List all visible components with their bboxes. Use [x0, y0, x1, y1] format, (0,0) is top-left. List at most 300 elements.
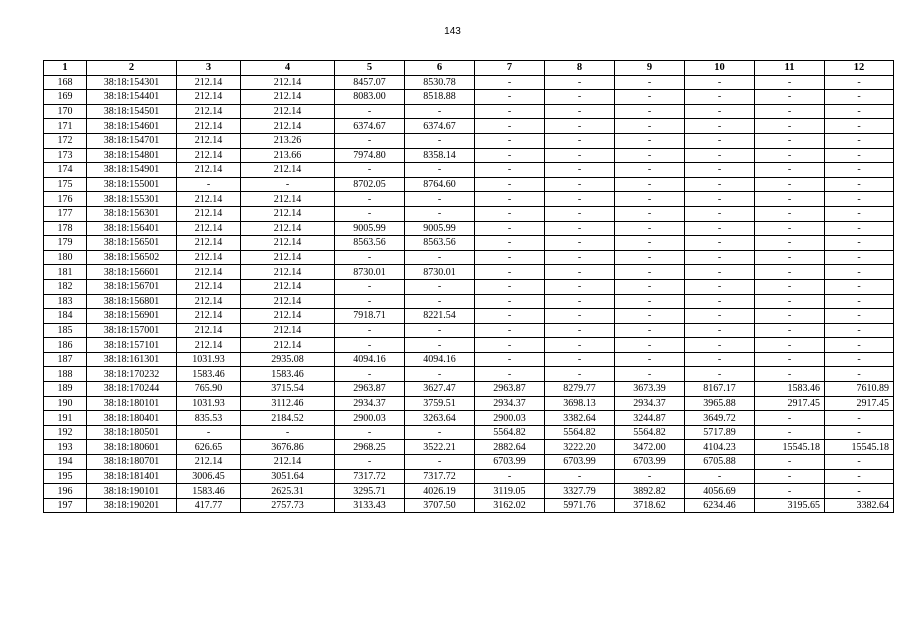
table-cell: 213.66 — [241, 148, 335, 163]
table-row — [44, 484, 894, 499]
table-cell: 212.14 — [177, 236, 241, 251]
table-cell: - — [335, 250, 405, 265]
table-cell: 38:18:157001 — [87, 323, 177, 338]
table-cell: 38:18:157101 — [87, 338, 177, 353]
table-cell: 212.14 — [241, 265, 335, 280]
table-cell: 212.14 — [177, 206, 241, 221]
table-cell: - — [685, 279, 755, 294]
table-cell: 185 — [44, 323, 87, 338]
table-cell: 213.26 — [241, 133, 335, 148]
table-cell: 8530.78 — [405, 75, 475, 90]
table-row — [44, 396, 894, 411]
table-cell: 3892.82 — [615, 484, 685, 499]
table-cell: - — [475, 133, 545, 148]
table-cell: - — [405, 294, 475, 309]
table-cell: 8730.01 — [405, 265, 475, 280]
table-cell: 181 — [44, 265, 87, 280]
table-cell: 5564.82 — [475, 425, 545, 440]
table-cell: - — [615, 206, 685, 221]
table-cell: 2917.45 — [825, 396, 894, 411]
table-cell: 212.14 — [241, 338, 335, 353]
table-cell: - — [755, 338, 825, 353]
table-cell: - — [545, 352, 615, 367]
table-cell: 212.14 — [177, 104, 241, 119]
table-cell: 3133.43 — [335, 498, 405, 513]
table-cell: 2900.03 — [475, 411, 545, 426]
table-cell: - — [545, 206, 615, 221]
table-cell: - — [825, 411, 894, 426]
table-cell: - — [825, 338, 894, 353]
table-cell: 212.14 — [241, 163, 335, 178]
table-row — [44, 338, 894, 353]
table-cell: 5564.82 — [615, 425, 685, 440]
table-cell: 3649.72 — [685, 411, 755, 426]
table-cell: 38:18:156801 — [87, 294, 177, 309]
table-cell: 3715.54 — [241, 382, 335, 397]
table-cell: 3676.86 — [241, 440, 335, 455]
table-cell: - — [475, 163, 545, 178]
table-cell: 7610.89 — [825, 382, 894, 397]
table-cell: 38:18:161301 — [87, 352, 177, 367]
table-cell: - — [545, 236, 615, 251]
table-cell: 3382.64 — [545, 411, 615, 426]
table-row — [44, 425, 894, 440]
table-cell: - — [755, 148, 825, 163]
table-cell: - — [825, 309, 894, 324]
table-cell: 2900.03 — [335, 411, 405, 426]
table-cell: - — [825, 221, 894, 236]
table-cell: 212.14 — [241, 323, 335, 338]
table-cell: 3327.79 — [545, 484, 615, 499]
table-cell: - — [615, 104, 685, 119]
table-cell: 212.14 — [177, 294, 241, 309]
table-cell: 38:18:170244 — [87, 382, 177, 397]
table-cell: - — [545, 163, 615, 178]
table-cell: 212.14 — [177, 279, 241, 294]
table-cell: 6234.46 — [685, 498, 755, 513]
table-cell: 3195.65 — [755, 498, 825, 513]
table-cell: - — [241, 425, 335, 440]
table-cell: - — [685, 148, 755, 163]
table-cell: 212.14 — [177, 133, 241, 148]
table-cell: - — [755, 177, 825, 192]
table-cell: 3051.64 — [241, 469, 335, 484]
table-cell: - — [335, 133, 405, 148]
table-cell: - — [475, 338, 545, 353]
table-cell: - — [475, 104, 545, 119]
table-cell: 2968.25 — [335, 440, 405, 455]
table-cell: - — [335, 163, 405, 178]
table-cell: 2963.87 — [475, 382, 545, 397]
table-cell: 8358.14 — [405, 148, 475, 163]
table-cell: - — [335, 455, 405, 470]
table-cell: 212.14 — [177, 192, 241, 207]
table-cell: 38:18:154501 — [87, 104, 177, 119]
table-cell: 6374.67 — [335, 119, 405, 134]
table-row — [44, 148, 894, 163]
table-row — [44, 279, 894, 294]
table-cell: - — [825, 265, 894, 280]
table-cell: - — [475, 221, 545, 236]
table-cell: 3965.88 — [685, 396, 755, 411]
table-cell: 4056.69 — [685, 484, 755, 499]
table-cell: 3627.47 — [405, 382, 475, 397]
table-cell: 38:18:156301 — [87, 206, 177, 221]
table-cell: - — [545, 469, 615, 484]
table-row — [44, 192, 894, 207]
table-cell: 182 — [44, 279, 87, 294]
table-cell: - — [475, 177, 545, 192]
table-cell: 6703.99 — [615, 455, 685, 470]
table-row — [44, 323, 894, 338]
table-cell: 2882.64 — [475, 440, 545, 455]
table-cell: 38:18:156701 — [87, 279, 177, 294]
table-cell: - — [475, 192, 545, 207]
table-cell: 3244.87 — [615, 411, 685, 426]
table-cell: - — [405, 323, 475, 338]
table-cell: 3382.64 — [825, 498, 894, 513]
column-header: 7 — [475, 61, 545, 76]
table-cell: 3263.64 — [405, 411, 475, 426]
table-cell: 3759.51 — [405, 396, 475, 411]
table-cell: 3707.50 — [405, 498, 475, 513]
table-cell: 2934.37 — [615, 396, 685, 411]
table-cell: - — [335, 367, 405, 382]
table-cell: 38:18:155301 — [87, 192, 177, 207]
table-row — [44, 498, 894, 513]
table-cell: 212.14 — [241, 192, 335, 207]
table-cell: 38:18:154701 — [87, 133, 177, 148]
table-cell: 191 — [44, 411, 87, 426]
table-cell: 177 — [44, 206, 87, 221]
column-header: 12 — [825, 61, 894, 76]
table-cell: 212.14 — [241, 90, 335, 105]
table-cell: 7974.80 — [335, 148, 405, 163]
table-row — [44, 294, 894, 309]
table-cell: - — [685, 236, 755, 251]
table-cell: - — [685, 90, 755, 105]
table-row — [44, 119, 894, 134]
column-header: 6 — [405, 61, 475, 76]
table-cell: 626.65 — [177, 440, 241, 455]
table-cell: 2963.87 — [335, 382, 405, 397]
table-cell: 212.14 — [241, 250, 335, 265]
table-cell: 8167.17 — [685, 382, 755, 397]
table-cell: - — [825, 425, 894, 440]
table-cell: - — [825, 323, 894, 338]
table-cell: 212.14 — [241, 104, 335, 119]
table-cell: 187 — [44, 352, 87, 367]
table-cell: - — [755, 90, 825, 105]
table-cell: 3673.39 — [615, 382, 685, 397]
table-cell: 1583.46 — [177, 484, 241, 499]
table-cell: 38:18:154601 — [87, 119, 177, 134]
table-cell: - — [685, 221, 755, 236]
table-cell: - — [545, 294, 615, 309]
table-row — [44, 133, 894, 148]
table-cell: - — [615, 352, 685, 367]
table-cell: 212.14 — [241, 206, 335, 221]
table-cell: - — [685, 294, 755, 309]
table-cell: 4104.23 — [685, 440, 755, 455]
table-cell: 6705.88 — [685, 455, 755, 470]
table-cell: - — [825, 75, 894, 90]
table-cell: - — [685, 75, 755, 90]
table-cell: - — [615, 236, 685, 251]
table-cell: 2934.37 — [475, 396, 545, 411]
table-cell: - — [615, 367, 685, 382]
table-cell: - — [685, 119, 755, 134]
table-cell: 1031.93 — [177, 352, 241, 367]
table-cell: 38:18:180501 — [87, 425, 177, 440]
table-cell: 212.14 — [241, 75, 335, 90]
table-cell: - — [475, 250, 545, 265]
table-cell: - — [545, 75, 615, 90]
table-cell: - — [545, 133, 615, 148]
table-cell: - — [405, 367, 475, 382]
table-cell: 8563.56 — [405, 236, 475, 251]
table-row — [44, 163, 894, 178]
table-cell: 15545.18 — [825, 440, 894, 455]
table-cell: 8764.60 — [405, 177, 475, 192]
table-cell: - — [825, 279, 894, 294]
table-body — [44, 75, 894, 513]
table-cell: 8563.56 — [335, 236, 405, 251]
table-cell: 38:18:190201 — [87, 498, 177, 513]
table-cell: 8279.77 — [545, 382, 615, 397]
table-cell: - — [825, 484, 894, 499]
table-cell: - — [755, 206, 825, 221]
table-cell: 190 — [44, 396, 87, 411]
table-cell: - — [335, 279, 405, 294]
table-cell: - — [685, 338, 755, 353]
table-cell: 212.14 — [177, 119, 241, 134]
table-cell: 765.90 — [177, 382, 241, 397]
table-cell: 175 — [44, 177, 87, 192]
table-header — [44, 61, 894, 76]
table-cell: 180 — [44, 250, 87, 265]
table-cell: - — [335, 192, 405, 207]
table-cell: - — [755, 455, 825, 470]
table-cell: - — [545, 323, 615, 338]
table-row — [44, 221, 894, 236]
table-cell: - — [685, 177, 755, 192]
table-cell: - — [685, 163, 755, 178]
table-row — [44, 236, 894, 251]
table-cell: 9005.99 — [405, 221, 475, 236]
table-row — [44, 75, 894, 90]
table-cell: - — [615, 265, 685, 280]
table-cell: 3295.71 — [335, 484, 405, 499]
table-cell: 212.14 — [177, 323, 241, 338]
table-cell: - — [755, 221, 825, 236]
table-cell: - — [545, 148, 615, 163]
table-cell: - — [475, 469, 545, 484]
table-cell: - — [615, 221, 685, 236]
table-cell: - — [615, 133, 685, 148]
table-cell: - — [755, 411, 825, 426]
table-cell: - — [615, 163, 685, 178]
table-cell: 38:18:156501 — [87, 236, 177, 251]
table-cell: - — [685, 265, 755, 280]
table-cell: 38:18:154401 — [87, 90, 177, 105]
table-cell: 8730.01 — [335, 265, 405, 280]
table-cell: - — [615, 250, 685, 265]
table-cell: - — [405, 192, 475, 207]
table-cell: 38:18:155001 — [87, 177, 177, 192]
table-row — [44, 469, 894, 484]
table-cell: - — [755, 133, 825, 148]
table-row — [44, 206, 894, 221]
table-cell: - — [335, 323, 405, 338]
table-cell: - — [615, 309, 685, 324]
table-cell: 2934.37 — [335, 396, 405, 411]
column-header: 8 — [545, 61, 615, 76]
table-cell: 212.14 — [241, 236, 335, 251]
table-row — [44, 177, 894, 192]
table-cell: - — [475, 265, 545, 280]
table-cell: 835.53 — [177, 411, 241, 426]
table-cell: - — [755, 294, 825, 309]
table-cell: - — [475, 148, 545, 163]
table-cell: 3522.21 — [405, 440, 475, 455]
table-cell: 2917.45 — [755, 396, 825, 411]
table-cell: 212.14 — [241, 279, 335, 294]
table-cell: 5564.82 — [545, 425, 615, 440]
table-cell: 15545.18 — [755, 440, 825, 455]
table-cell: - — [615, 148, 685, 163]
table-cell: - — [615, 469, 685, 484]
table-cell: - — [615, 323, 685, 338]
table-cell: 174 — [44, 163, 87, 178]
table-cell: - — [405, 163, 475, 178]
table-cell: 212.14 — [177, 309, 241, 324]
table-cell: 195 — [44, 469, 87, 484]
table-cell: - — [475, 279, 545, 294]
table-cell: - — [755, 469, 825, 484]
table-cell: - — [825, 455, 894, 470]
table-cell: - — [615, 279, 685, 294]
table-cell: 38:18:180101 — [87, 396, 177, 411]
table-row — [44, 104, 894, 119]
table-cell: 38:18:180701 — [87, 455, 177, 470]
table-cell: - — [755, 75, 825, 90]
table-cell: - — [755, 367, 825, 382]
table-cell: 170 — [44, 104, 87, 119]
table-cell: - — [545, 104, 615, 119]
table-cell: 7918.71 — [335, 309, 405, 324]
table-cell: 38:18:154801 — [87, 148, 177, 163]
table-cell: - — [545, 192, 615, 207]
table-cell: 171 — [44, 119, 87, 134]
table-row — [44, 352, 894, 367]
table-cell: - — [755, 104, 825, 119]
table-row — [44, 455, 894, 470]
table-cell: - — [755, 323, 825, 338]
table-cell: 38:18:181401 — [87, 469, 177, 484]
table-cell: - — [825, 148, 894, 163]
table-cell: - — [405, 250, 475, 265]
table-cell: - — [545, 119, 615, 134]
table-cell: - — [755, 279, 825, 294]
table-cell: - — [825, 236, 894, 251]
table-cell: - — [545, 309, 615, 324]
table-cell: - — [405, 279, 475, 294]
table-cell: - — [405, 425, 475, 440]
table-cell: 168 — [44, 75, 87, 90]
table-cell: 1583.46 — [755, 382, 825, 397]
table-cell: - — [825, 352, 894, 367]
table-cell: - — [615, 192, 685, 207]
table-cell: 212.14 — [177, 455, 241, 470]
table-cell: 212.14 — [177, 90, 241, 105]
table-cell: 178 — [44, 221, 87, 236]
table-cell: - — [241, 177, 335, 192]
table-cell: 6374.67 — [405, 119, 475, 134]
table-cell: 3222.20 — [545, 440, 615, 455]
table-cell: - — [685, 133, 755, 148]
header-row — [44, 61, 894, 76]
table-cell: 4094.16 — [405, 352, 475, 367]
table-cell: 212.14 — [241, 221, 335, 236]
table-cell: - — [685, 469, 755, 484]
table-cell: - — [615, 119, 685, 134]
table-cell: 192 — [44, 425, 87, 440]
table-cell: 212.14 — [241, 455, 335, 470]
table-cell: - — [825, 294, 894, 309]
table-cell: 173 — [44, 148, 87, 163]
table-cell: 212.14 — [241, 309, 335, 324]
table-cell: - — [475, 75, 545, 90]
table-cell: - — [685, 192, 755, 207]
table-cell: - — [825, 250, 894, 265]
table-cell: - — [405, 133, 475, 148]
table-cell: - — [615, 75, 685, 90]
table-cell: 3472.00 — [615, 440, 685, 455]
table-cell: 38:18:180401 — [87, 411, 177, 426]
table-cell: 212.14 — [177, 338, 241, 353]
table-cell: 3698.13 — [545, 396, 615, 411]
table-cell: 212.14 — [177, 221, 241, 236]
table-cell: - — [825, 163, 894, 178]
table-cell: - — [685, 323, 755, 338]
table-cell: 6703.99 — [545, 455, 615, 470]
column-header: 5 — [335, 61, 405, 76]
table-cell: 38:18:156401 — [87, 221, 177, 236]
table-cell: - — [825, 192, 894, 207]
table-cell: - — [405, 338, 475, 353]
table-cell: 7317.72 — [405, 469, 475, 484]
column-header: 1 — [44, 61, 87, 76]
table-cell: - — [685, 352, 755, 367]
table-cell: 9005.99 — [335, 221, 405, 236]
table-cell: 5971.76 — [545, 498, 615, 513]
table-cell: - — [825, 104, 894, 119]
table-cell: - — [475, 309, 545, 324]
table-cell: - — [545, 265, 615, 280]
table-cell: - — [825, 469, 894, 484]
table-cell: 212.14 — [241, 119, 335, 134]
data-table — [43, 60, 894, 513]
table-cell: 3162.02 — [475, 498, 545, 513]
column-header: 10 — [685, 61, 755, 76]
table-cell: - — [475, 352, 545, 367]
table-cell: 38:18:154901 — [87, 163, 177, 178]
table-cell: 4094.16 — [335, 352, 405, 367]
table-cell: 176 — [44, 192, 87, 207]
table-cell: 193 — [44, 440, 87, 455]
table-cell: 5717.89 — [685, 425, 755, 440]
